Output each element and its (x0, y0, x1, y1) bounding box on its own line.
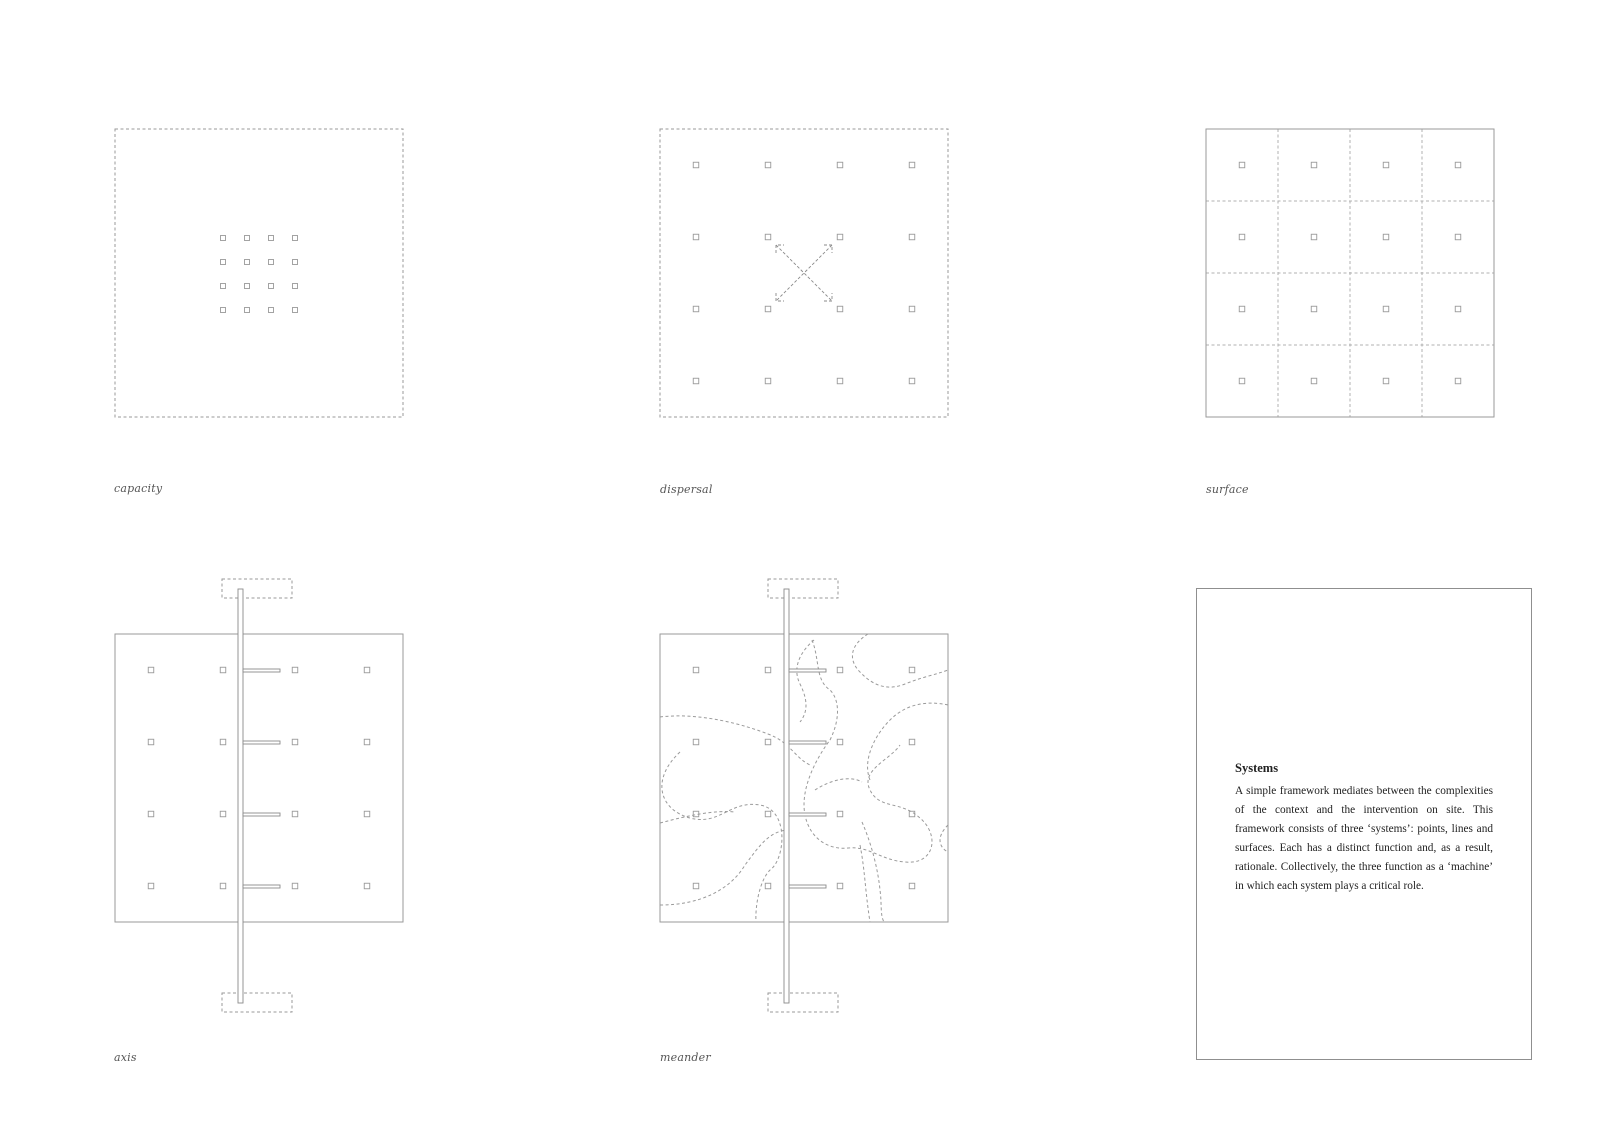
caption-axis: axis (114, 1051, 137, 1064)
systems-text-block (1235, 761, 1493, 896)
point-marker (221, 284, 226, 289)
point-marker (292, 667, 298, 673)
point-marker (1239, 234, 1245, 240)
caption-dispersal: dispersal (660, 483, 713, 496)
point-marker (765, 739, 771, 745)
point-marker (693, 739, 699, 745)
point-marker (909, 811, 915, 817)
point-marker (909, 739, 915, 745)
point-marker (909, 306, 915, 312)
meander-site-boundary (660, 634, 948, 922)
point-marker (765, 234, 771, 240)
surface-cell-lines (1206, 129, 1494, 417)
capacity-point-cluster (221, 236, 298, 313)
caption-surface: surface (1206, 483, 1249, 496)
point-marker (245, 260, 250, 265)
meander-spine (784, 589, 789, 1003)
point-marker (245, 308, 250, 313)
point-marker (837, 883, 843, 889)
point-marker (269, 260, 274, 265)
meander-bottom-terminal (768, 993, 838, 1012)
systems-title: Systems (1235, 761, 1279, 775)
point-marker (1239, 162, 1245, 168)
point-marker (693, 306, 699, 312)
axis-point-grid (148, 667, 370, 889)
point-marker (292, 811, 298, 817)
point-marker (765, 883, 771, 889)
dispersal-diagram (660, 129, 948, 417)
point-marker (1311, 378, 1317, 384)
meander-curves (660, 634, 948, 922)
point-marker (1239, 306, 1245, 312)
axis-branches (243, 669, 280, 888)
point-marker (220, 667, 226, 673)
point-marker (221, 308, 226, 313)
point-marker (765, 811, 771, 817)
systems-text-card (1196, 588, 1532, 1060)
point-marker (269, 236, 274, 241)
dispersal-arrows (776, 245, 832, 301)
axis-top-terminal (222, 579, 292, 598)
point-marker (364, 739, 370, 745)
point-marker (293, 236, 298, 241)
meander-top-terminal (768, 579, 838, 598)
point-marker (220, 739, 226, 745)
point-marker (765, 667, 771, 673)
point-marker (765, 378, 771, 384)
point-marker (220, 811, 226, 817)
point-marker (837, 306, 843, 312)
axis-site-boundary (115, 634, 403, 922)
point-marker (364, 811, 370, 817)
point-marker (909, 162, 915, 168)
point-marker (909, 883, 915, 889)
point-marker (1455, 162, 1461, 168)
capacity-site-boundary (115, 129, 403, 417)
point-marker (837, 234, 843, 240)
point-marker (693, 667, 699, 673)
point-marker (148, 811, 154, 817)
point-marker (292, 883, 298, 889)
capacity-diagram (115, 129, 403, 417)
point-marker (693, 883, 699, 889)
point-marker (1455, 378, 1461, 384)
point-marker (364, 667, 370, 673)
point-marker (221, 236, 226, 241)
point-marker (1311, 162, 1317, 168)
point-marker (221, 260, 226, 265)
point-marker (765, 306, 771, 312)
point-marker (1383, 306, 1389, 312)
point-marker (1383, 378, 1389, 384)
point-marker (245, 284, 250, 289)
meander-branches (789, 669, 826, 888)
axis-bottom-terminal (222, 993, 292, 1012)
axis-spine (238, 589, 243, 1003)
point-marker (909, 378, 915, 384)
point-marker (693, 162, 699, 168)
surface-diagram (1206, 129, 1494, 417)
point-marker (1239, 378, 1245, 384)
point-marker (909, 234, 915, 240)
meander-diagram (660, 579, 948, 1012)
dispersal-point-grid (693, 162, 915, 384)
systems-description: A simple framework mediates between the complexities of the context and the intervention on site. This framework consists of three ‘systems’: points, lines and surfaces. Each has a distinct function and, as a result, rationale. Collectively, the three function as a ‘machine’ in which each system plays a critical role. (1235, 785, 1493, 892)
point-marker (837, 378, 843, 384)
point-marker (269, 284, 274, 289)
point-marker (909, 667, 915, 673)
point-marker (148, 667, 154, 673)
point-marker (269, 308, 274, 313)
point-marker (837, 162, 843, 168)
caption-capacity: capacity (114, 482, 163, 495)
point-marker (1383, 234, 1389, 240)
point-marker (1455, 234, 1461, 240)
point-marker (1455, 306, 1461, 312)
point-marker (292, 739, 298, 745)
point-marker (293, 260, 298, 265)
caption-meander: meander (660, 1051, 711, 1064)
point-marker (293, 284, 298, 289)
point-marker (693, 378, 699, 384)
point-marker (1311, 306, 1317, 312)
dispersal-site-boundary (660, 129, 948, 417)
point-marker (148, 739, 154, 745)
point-marker (220, 883, 226, 889)
point-marker (837, 811, 843, 817)
point-marker (837, 739, 843, 745)
point-marker (765, 162, 771, 168)
point-marker (148, 883, 154, 889)
axis-diagram (115, 579, 403, 1012)
point-marker (245, 236, 250, 241)
point-marker (364, 883, 370, 889)
point-marker (1311, 234, 1317, 240)
point-marker (293, 308, 298, 313)
point-marker (693, 234, 699, 240)
point-marker (837, 667, 843, 673)
point-marker (1383, 162, 1389, 168)
